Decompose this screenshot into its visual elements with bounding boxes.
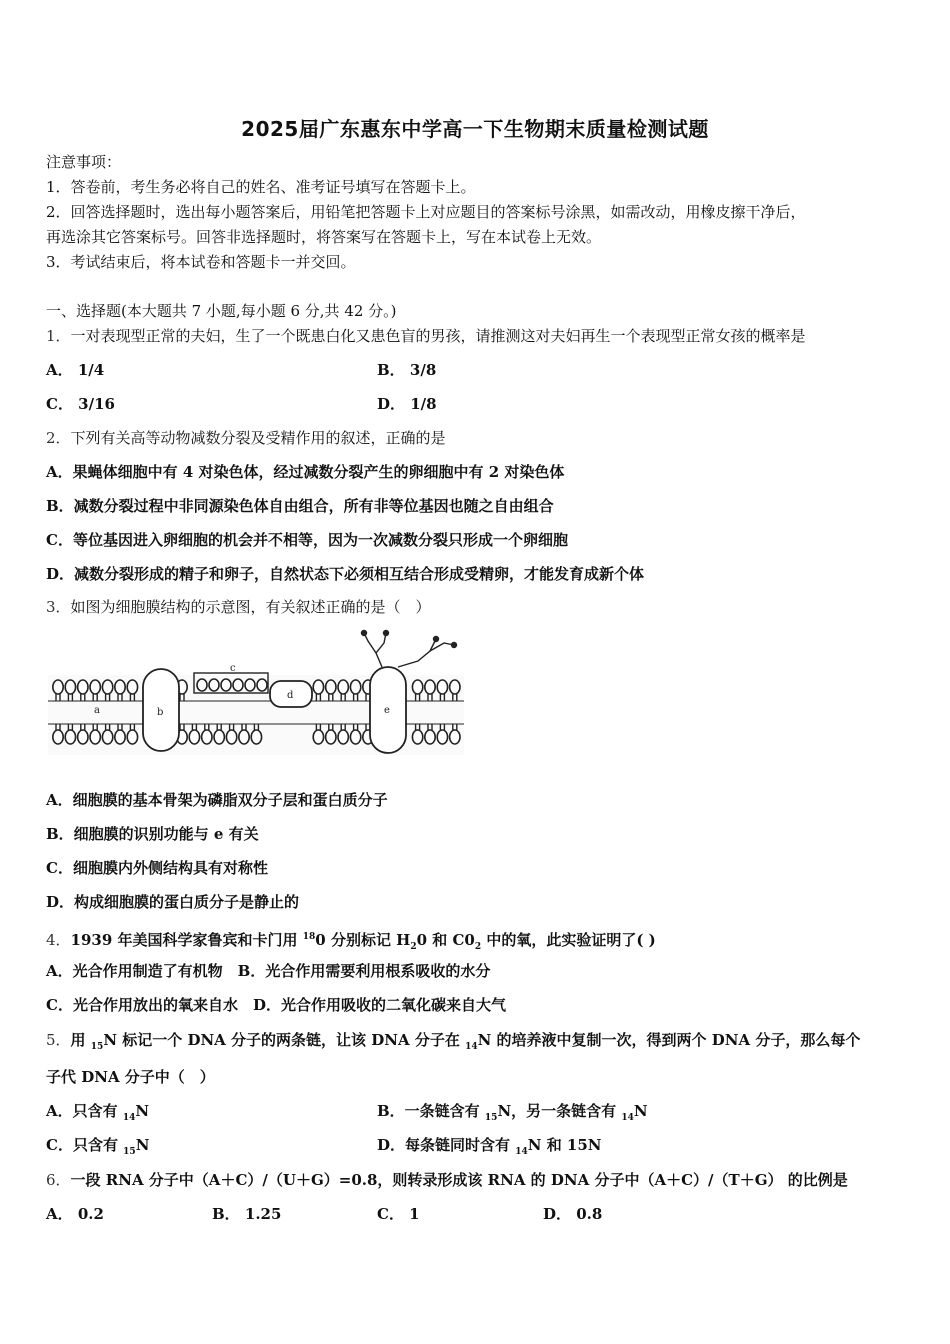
phospholipid-head [53,730,63,744]
phospholipid-head [233,679,243,691]
phospholipid-head [209,679,219,691]
phospholipid-head [78,680,88,694]
q3-option-c: C．细胞膜内外侧结构具有对称性 [46,859,268,877]
question-1 [46,326,806,346]
question-5-cont: 子代 DNA 分子中（ ） [46,1068,215,1086]
q6-option-d: D． 0.8 [543,1205,603,1223]
phospholipid-head [338,680,348,694]
q6-option-b: B． 1.25 [212,1205,282,1223]
question-text: 一对表现型正常的夫妇，生了一个既患白化又患色盲的男孩，请推测这对夫妇再生一个表现型正常女孩的概率是 [70,327,806,345]
question-number: 6． [46,1171,71,1189]
phospholipid-head [350,680,360,694]
phospholipid-head [257,679,267,691]
question-text: 下列有关高等动物减数分裂及受精作用的叙述，正确的是 [70,429,446,447]
phospholipid-head [115,730,125,744]
phospholipid-head [245,679,255,691]
q1-option-a: A． 1/4 [46,361,105,379]
question-5: 5．用 $_{15}$N 标记一个 DNA 分子的两条链，让该 DNA 分子在 $_{14}$N 的培养液中复制一次，得到两个 DNA 分子，那么每个 [46,1031,861,1052]
phospholipid-head [437,680,447,694]
q2-option-c: C．等位基因进入卵细胞的机会并不相等，因为一次减数分裂只形成一个卵细胞 [46,531,568,549]
q5-option-d: D．每条链同时含有 $_{14}$N 和 15N [377,1136,602,1157]
figure-label-d: d [287,690,294,701]
q4-options-cd: C．光合作用放出的氧来自水 D．光合作用吸收的二氧化碳来自大气 [46,996,506,1014]
q1-option-c: C． 3/16 [46,395,115,413]
q1-option-b: B． 3/8 [377,361,437,379]
glycoprotein-chain [364,633,454,667]
q2-option-d: D．减数分裂形成的精子和卵子，自然状态下必须相互结合形成受精卵，才能发育成新个体 [46,565,645,583]
question-6: 6．一段 RNA 分子中（A＋C）/（U＋G）=0.8，则转录形成该 RNA 的 DNA 分子中（A＋C）/（T＋G） 的比例是 [46,1171,848,1189]
phospholipid-head [65,730,75,744]
notice-item-3: 3．考试结束后，将本试卷和答题卡一并交回。 [46,253,356,271]
phospholipid-head [214,730,224,744]
figure-label-e: e [384,705,390,716]
phospholipid-head [338,730,348,744]
phospholipid-head [102,680,112,694]
q5-option-c: C．只含有 $_{15}$N [46,1136,150,1157]
phospholipid-head [102,730,112,744]
q3-option-d: D．构成细胞膜的蛋白质分子是静止的 [46,893,300,911]
q6-option-c: C． 1 [377,1205,420,1223]
figure-label-b: b [157,707,164,718]
notice-heading: 注意事项： [46,153,122,171]
question-number: 5． [46,1031,71,1049]
phospholipid-head [350,730,360,744]
q5-option-b: B．一条链含有 $_{15}$N，另一条链含有 $_{14}$N [377,1102,648,1123]
page-title: 2025届广东惠东中学高一下生物期末质量检测试题 [241,117,709,141]
phospholipid-head [53,680,63,694]
phospholipid-head [189,730,199,744]
q3-option-a: A．细胞膜的基本骨架为磷脂双分子层和蛋白质分子 [46,791,388,809]
phospholipid-head [412,680,422,694]
q1-option-d: D． 1/8 [377,395,437,413]
phospholipid-head [65,680,75,694]
question-number: 3． [46,598,71,616]
q4-options-ab: A．光合作用制造了有机物 B．光合作用需要利用根系吸收的水分 [46,962,491,980]
q6-option-a: A． 0.2 [46,1205,104,1223]
phospholipid-head [226,730,236,744]
q2-option-b: B．减数分裂过程中非同源染色体自由组合，所有非等位基因也随之自由组合 [46,497,554,515]
question-number: 4． [46,931,71,949]
phospholipid-head [115,680,125,694]
phospholipid-head [450,680,460,694]
phospholipid-head [450,730,460,744]
phospholipid-head [437,730,447,744]
phospholipid-head [127,680,137,694]
phospholipid-head [78,730,88,744]
phospholipid-head [127,730,137,744]
q3-option-b: B．细胞膜的识别功能与 e 有关 [46,825,259,843]
phospholipid-head [412,730,422,744]
phospholipid-head [251,730,261,744]
notice-item-2a: 2．回答选择题时，选出每小题答案后，用铅笔把答题卡上对应题目的答案标号涂黑，如需改动，用橡皮擦干净后， [46,203,806,221]
q5-option-a: A．只含有 $_{14}$N [46,1102,150,1123]
phospholipid-head [221,679,231,691]
phospholipid-head [313,680,323,694]
cell-membrane-figure [46,629,466,757]
notice-item-2b: 再选涂其它答案标号。回答非选择题时，将答案写在答题卡上，写在本试卷上无效。 [46,228,602,246]
phospholipid-head [239,730,249,744]
phospholipid-head [197,679,207,691]
phospholipid-head [90,680,100,694]
glycoprotein-ends [361,630,457,648]
phospholipid-head [202,730,212,744]
q2-option-a: A．果蝇体细胞中有 4 对染色体，经过减数分裂产生的卵细胞中有 2 对染色体 [46,463,565,481]
question-text: 如图为细胞膜结构的示意图，有关叙述正确的是（ ） [70,598,431,616]
phospholipid-head [326,730,336,744]
phospholipid-head [313,730,323,744]
question-2 [46,428,446,448]
figure-label-a: a [94,705,100,716]
phospholipid-head [326,680,336,694]
question-3 [46,597,431,617]
phospholipid-head [90,730,100,744]
phospholipid-head [425,730,435,744]
notice-item-1: 1．答卷前，考生务必将自己的姓名、准考证号填写在答题卡上。 [46,178,476,196]
phospholipid-head [425,680,435,694]
question-number: 2． [46,429,71,447]
question-4: 4．1939 年美国科学家鲁宾和卡门用 $^{18}$0 分别标记 $H_20$ 和 $C0_2$ 中的氧，此实验证明了( ) [46,931,656,952]
section-heading: 一、选择题(本大题共 7 小题,每小题 6 分,共 42 分。) [46,302,397,320]
question-number: 1． [46,327,71,345]
figure-label-c: c [230,663,236,674]
